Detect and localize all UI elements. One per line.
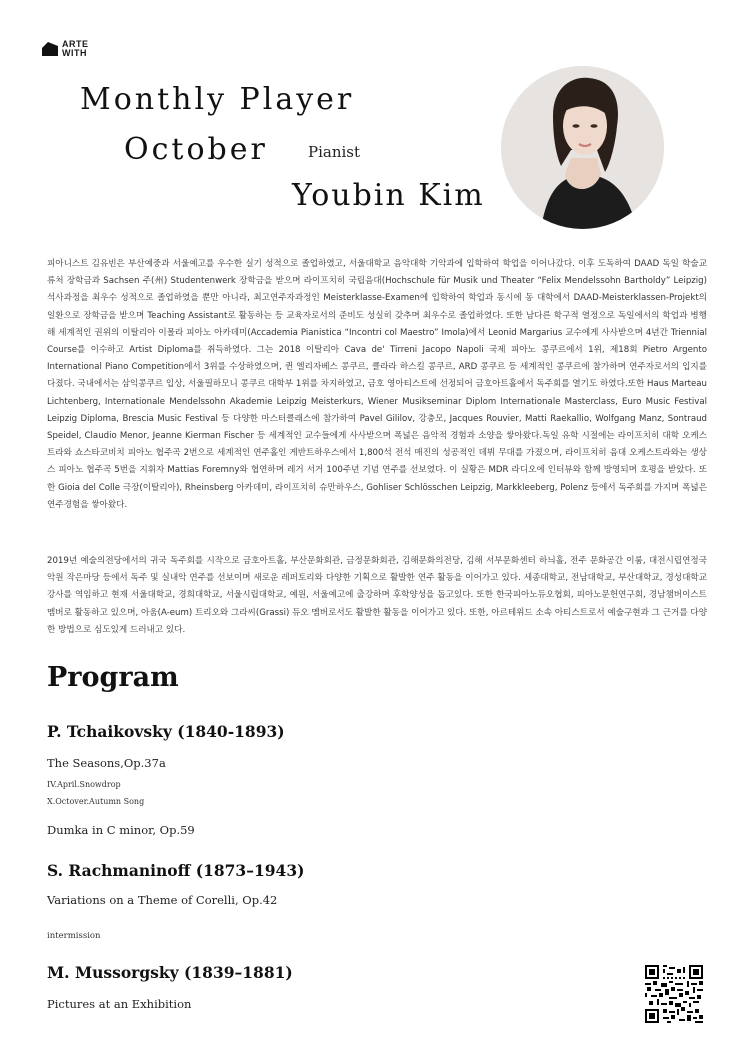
- composer-rachmaninoff: S. Rachmaninoff (1873–1943): [47, 861, 305, 880]
- house-logo-icon: [42, 42, 58, 56]
- performer-name: Youbin Kim: [292, 178, 485, 213]
- logo-line-2: WITH: [62, 48, 87, 58]
- work-the-seasons: The Seasons,Op.37a: [47, 756, 166, 770]
- intermission-label: intermission: [47, 931, 101, 941]
- logo-line-1: ARTE: [62, 39, 89, 49]
- performer-role: Pianist: [308, 143, 361, 161]
- biography-paragraph-2: 2019년 예술의전당에서의 귀국 독주회를 시작으로 금호아트홀, 부산문화회관, 금정문화회관, 김해문화의전당, 김해 서부문화센터 하늬홀, 전주 문화공간 이룸, 대전시립연정국악원 작은마당 등에서 독주 및 실내악 연주를 선보이며 새로운 레퍼토리와 다양한 기획으로 활발한 연주 활동을 이어가고 있다. 세종대학교, 전남대학교, 부산대학교, 경성대학교 강사를 역임하고 현재 서울대학교, 경희대학교, 서울시립대학교, 예원, 서울예고에 출강하며 후학양성을 돕고있다. 또한 한국피아노듀오협회, 피아노문헌연구회, 경남챔버이스트 멤버로 활동하고 있으며, 아움(A-eum) 트리오와 그라씨(Grassi) 듀오 멤버로서도 활발한 활동을 이어가고 있다. 또한, 아르테위드 소속 아티스트로서 예술구현과 그 근거를 다양한 방법으로 심도있게 드러내고 있다.: [47, 556, 708, 635]
- movement-april: IV.April.Snowdrop: [47, 780, 121, 789]
- composer-mussorgsky: M. Mussorgsky (1839–1881): [47, 963, 293, 982]
- composer-tchaikovsky: P. Tchaikovsky (1840-1893): [47, 722, 285, 741]
- arte-with-logo: [42, 40, 102, 62]
- pianist-portrait: [501, 66, 664, 229]
- qr-code-icon[interactable]: [645, 965, 703, 1023]
- work-corelli-variations: Variations on a Theme of Corelli, Op.42: [47, 893, 278, 907]
- work-pictures-at-an-exhibition: Pictures at an Exhibition: [47, 997, 192, 1011]
- logo-text: [62, 40, 89, 58]
- movement-october: X.Octover.Autumn Song: [47, 797, 145, 806]
- biography-paragraph-1: 피아니스트 김유빈은 부산예중과 서울예고를 우수한 실기 성적으로 졸업하였고, 서울대학교 음악대학 기악과에 입학하여 학업을 이어나갔다. 이후 도독하여 DAAD 독일 학술교류처 장학금과 Sachsen 주(州) Studentenwerk 장학금을 받으며 라이프치히 국립음대(Hochschule für Musik und Theater “Felix Mendelssohn Bartholdy” Leipzig) 석사과정을 최우수 성적으로 졸업하였을 뿐만 아니라, 최고연주자과정인 Meisterklasse-Examen에 입학하여 학업과 동시에 동 대학에서 DAAD-Meisterklassen-Projekt의 일환으로 장학금을 받으며 Teaching Assistant로 활동하는 등 교육자로서의 준비도 성실히 갖추며 최우수로 졸업하였다. 또한 남다른 학구적 열정으로 독일에서의 학업과 병행해 세계적인 권위의 이탈리아 이몰라 피아노 아카데미(Accademia Pianistica “Incontri col Maestro” Imola)에서 Leonid Margarius 교수에게 사사받으며 4년간 Triennial Course를 이수하고 Artist Diploma를 취득하였다. 그는 2018 이탈리아 Cava de' Tirreni Jacopo Napoli 국제 피아노 콩쿠르에서 1위, 제18회 Pietro Argento International Piano Competition에서 3위를 수상하였으며, 퀸 엘리자베스 콩쿠르, 클라라 하스킬 콩쿠르, ARD 콩쿠르 등 세계적인 콩쿠르에 참가하며 연주자로서의 입지를 다졌다. 국내에서는 삼익콩쿠르 입상, 서울필하모니 콩쿠르 대학부 1위를 차지하였고, 금호 영아티스트에 선정되어 금호아트홀에서 독주회를 열기도 하였다.또한 Haus Marteau Lichtenberg, Internationale Mendelssohn Akademie Leipzig Meisterkurs, Wiener Musikseminar Diplom Internationale Masterclass, Euro Music Festival Leipzig Diploma, Brescia Music Festival 등 다양한 마스터클래스에 참가하여 Pavel Gililov, 강충모, Jacques Rouvier, Matti Raekallio, Wolfgang Manz, Sontraud Speidel, Claudio Menor, Jeanne Kierman Fischer 등 세계적인 교수들에게 사사받으며 폭넓은 음악적 경험과 소양을 쌓아왔다.독일 유학 시절에는 라이프치히 대학 오케스트라와 쇼스타코비치 피아노 협주곡 2번으로 세계적인 연주홀인 게반트하우스에서 1,800석 전석 매진의 성공적인 데뷔 무대를 가졌으며, 라이프치히 음대 오케스트라와는 생상스 피아노 협주곡 5번을 지휘자 Mattias Foremny와 협연하며 레거 서거 100주년 기념 연주를 선보였다. 이 실황은 MDR 라디오에 인터뷰와 함께 방영되며 호평을 받았다. 또한 Gioia del Colle 극장(이탈리아), Rheinsberg 아카데미, 라이프치히 슈만하우스, Gohliser Schlösschen Leipzig, Markkleeberg, Polenz 등에서 독주회를 가지며 폭넓은 연주경험을 쌓아왔다.: [47, 259, 707, 510]
- work-dumka: Dumka in C minor, Op.59: [47, 823, 195, 837]
- program-heading: Program: [47, 662, 179, 693]
- title-month: October: [124, 132, 268, 167]
- title-monthly-player: Monthly Player: [80, 82, 355, 117]
